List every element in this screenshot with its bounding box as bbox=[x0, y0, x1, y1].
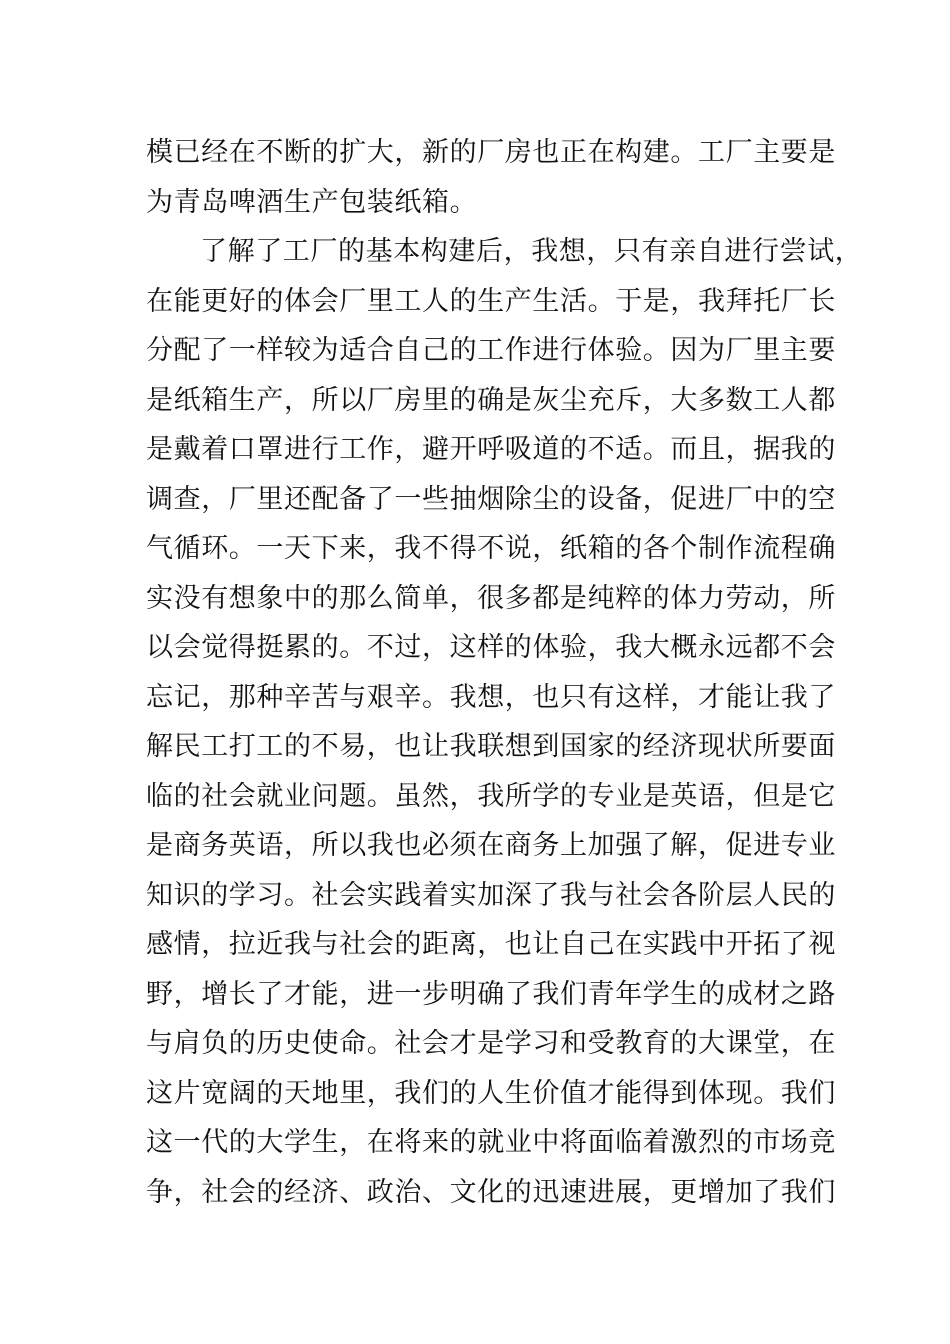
text-line: 这一代的大学生，在将来的就业中将面临着激烈的市场竞 bbox=[146, 1127, 836, 1158]
text-line: 调查，厂里还配备了一些抽烟除尘的设备，促进厂中的空 bbox=[146, 483, 836, 515]
text-line: 知识的学习。社会实践着实加深了我与社会各阶层人民的 bbox=[146, 879, 836, 911]
text-line: 实没有想象中的那么简单，很多都是纯粹的体力劳动，所 bbox=[146, 582, 836, 614]
text-line: 是商务英语，所以我也必须在商务上加强了解，促进专业 bbox=[146, 830, 836, 861]
text-line: 与肩负的历史使命。社会才是学习和受教育的大课堂，在 bbox=[146, 1028, 836, 1059]
text-line: 以会觉得挺累的。不过，这样的体验，我大概永远都不会 bbox=[146, 632, 836, 663]
paragraph-first-line: 了解了工厂的基本构建后，我想，只有亲自进行尝试， bbox=[200, 236, 863, 267]
body-text bbox=[146, 128, 863, 1217]
text-line: 模已经在不断的扩大，新的厂房也正在构建。工厂主要是 bbox=[146, 137, 836, 168]
text-line: 为青岛啤酒生产包装纸箱。 bbox=[146, 186, 478, 218]
text-line: 争，社会的经济、政治、文化的迅速进展，更增加了我们 bbox=[146, 1176, 836, 1208]
text-line: 分配了一样较为适合自己的工作进行体验。因为厂里主要 bbox=[146, 335, 836, 366]
text-line: 在能更好的体会厂里工人的生产生活。于是，我拜托厂长 bbox=[146, 285, 836, 317]
text-line: 这片宽阔的天地里，我们的人生价值才能得到体现。我们 bbox=[146, 1077, 836, 1109]
text-line: 解民工打工的不易，也让我联想到国家的经济现状所要面 bbox=[146, 731, 836, 762]
text-line: 野，增长了才能，进一步明确了我们青年学生的成材之路 bbox=[146, 978, 836, 1010]
text-line: 忘记，那种辛苦与艰辛。我想，也只有这样，才能让我了 bbox=[146, 681, 836, 713]
text-line: 是纸箱生产，所以厂房里的确是灰尘充斥，大多数工人都 bbox=[146, 384, 836, 416]
text-line: 临的社会就业问题。虽然，我所学的专业是英语，但是它 bbox=[146, 780, 836, 812]
text-line: 气循环。一天下来，我不得不说，纸箱的各个制作流程确 bbox=[146, 533, 836, 564]
text-line: 感情，拉近我与社会的距离，也让自己在实践中开拓了视 bbox=[146, 929, 836, 960]
text-line: 是戴着口罩进行工作，避开呼吸道的不适。而且，据我的 bbox=[146, 434, 836, 465]
